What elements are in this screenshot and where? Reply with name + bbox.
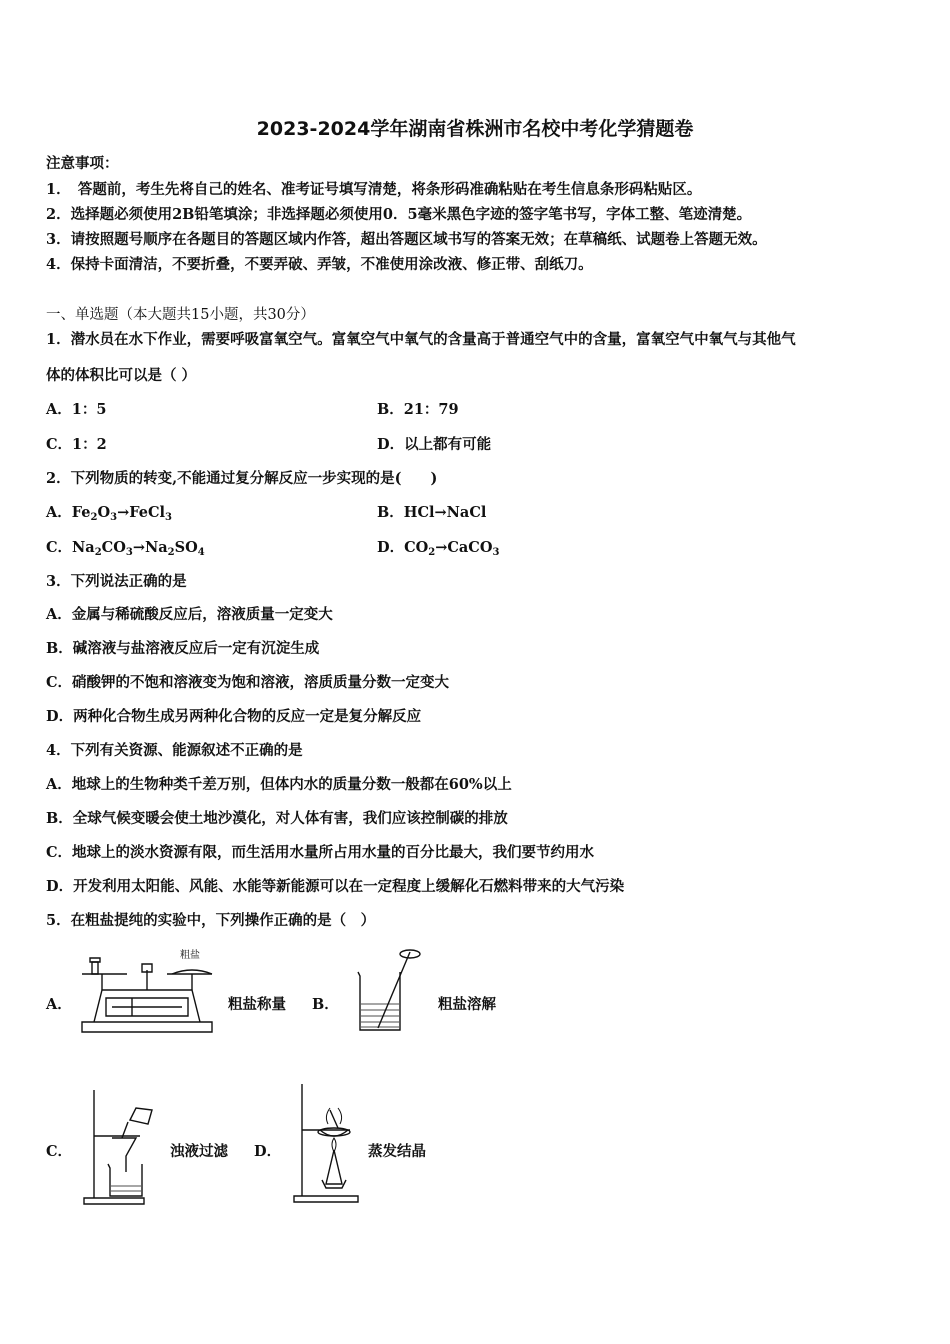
q5-option-b-label: B． — [312, 996, 339, 1013]
q2-c-f4: SO — [174, 539, 198, 556]
q3-option-a: A．金属与稀硫酸反应后，溶液质量一定变大 — [46, 606, 333, 623]
q4-stem: 4．下列有关资源、能源叙述不正确的是 — [46, 742, 303, 759]
q2-d-s2: 3 — [492, 547, 500, 558]
q2-option-d — [377, 536, 499, 557]
q3-option-c: C．硝酸钾的不饱和溶液变为饱和溶液，溶质质量分数一定变大 — [46, 674, 450, 691]
notice-item-3: 3．请按照题号顺序在各题目的答题区域内作答，超出答题区域书写的答案无效；在草稿纸、试题卷上答题无效。 — [46, 231, 767, 248]
q2-c-s3: 2 — [167, 547, 175, 558]
q4-option-d: D．开发利用太阳能、风能、水能等新能源可以在一定程度上缓解化石燃料带来的大气污染 — [46, 878, 625, 895]
q2-a-label: A． — [46, 504, 72, 521]
q2-a-f1: Fe — [71, 504, 91, 521]
q2-a-s3: 3 — [165, 512, 172, 523]
notice-item-1: 1． 答题前，考生先将自己的姓名、准考证号填写清楚，将条形码准确粘贴在考生信息条形码粘贴区。 — [46, 181, 702, 198]
q2-c-f2: CO — [101, 539, 126, 556]
q2-d-f2: →CaCO — [435, 539, 493, 556]
q5-option-d-label: D． — [254, 1143, 282, 1160]
q2-option-a — [46, 501, 172, 522]
q2-c-f1: Na — [72, 539, 95, 556]
q2-d-label: D． — [377, 539, 405, 556]
q1-option-d: D．以上都有可能 — [377, 436, 492, 453]
q1-option-b: B．21：79 — [377, 401, 459, 418]
q5-option-b-caption: 粗盐溶解 — [438, 996, 496, 1013]
q5-option-a-caption: 粗盐称量 — [228, 996, 286, 1013]
q2-a-f2: O — [97, 504, 111, 521]
q5-option-a-label: A． — [46, 996, 72, 1013]
page-title: 2023-2024学年湖南省株洲市名校中考化学猜题卷 — [256, 118, 694, 140]
q2-c-s4: 4 — [197, 547, 205, 558]
q2-c-s1: 2 — [94, 547, 102, 558]
q1-option-c: C．1：2 — [46, 436, 107, 453]
notice-heading: 注意事项： — [46, 155, 119, 172]
q3-stem: 3．下列说法正确的是 — [46, 573, 187, 590]
q2-option-b — [377, 501, 486, 522]
q2-c-label: C． — [46, 539, 73, 556]
beaker-dissolve-figure — [348, 942, 438, 1037]
q3-option-d: D．两种化合物生成另两种化合物的反应一定是复分解反应 — [46, 708, 422, 725]
q2-d-f1: CO — [404, 539, 429, 556]
q2-d-s1: 2 — [428, 547, 436, 558]
q1-option-a: A．1：5 — [46, 401, 107, 418]
q2-b-text: HCl→NaCl — [403, 504, 487, 521]
q1-stem-line1: 1．潜水员在水下作业，需要呼吸富氧空气。富氧空气中氧气的含量高于普通空气中的含量，富氧空气中氧气与其他气 — [46, 331, 796, 348]
q4-option-b: B．全球气候变暖会使土地沙漠化，对人体有害，我们应该控制碳的排放 — [46, 810, 508, 827]
q5-option-d-caption: 蒸发结晶 — [368, 1143, 426, 1160]
q2-c-f3: →Na — [132, 539, 168, 556]
evaporation-figure — [290, 1080, 370, 1208]
section-heading: 一、单选题（本大题共15小题，共30分） — [46, 307, 315, 323]
q2-option-c — [46, 536, 205, 557]
q2-a-s2: 3 — [110, 512, 118, 523]
q2-b-label: B． — [377, 504, 404, 521]
q1-stem-line2: 体的体积比可以是（ ） — [46, 367, 197, 384]
q2-c-s2: 3 — [125, 547, 133, 558]
q4-option-c: C．地球上的淡水资源有限，而生活用水量所占用水量的百分比最大，我们要节约用水 — [46, 844, 595, 861]
q5-option-c-label: C． — [46, 1143, 73, 1160]
filtration-figure — [78, 1086, 168, 1208]
balance-figure — [72, 946, 222, 1036]
q5-option-c-caption: 浊液过滤 — [170, 1143, 228, 1160]
q2-a-f3: →FeCl — [117, 504, 166, 521]
q5-stem: 5．在粗盐提纯的实验中，下列操作正确的是（ ） — [46, 912, 376, 929]
q4-option-a: A．地球上的生物种类千差万别，但体内水的质量分数一般都在60%以上 — [46, 776, 512, 793]
notice-item-2: 2．选择题必须使用2B铅笔填涂；非选择题必须使用0．5毫米黑色字迹的签字笔书写，字体工整、笔迹清楚。 — [46, 206, 752, 223]
q3-option-b: B．碱溶液与盐溶液反应后一定有沉淀生成 — [46, 640, 320, 657]
q2-a-s1: 2 — [90, 512, 98, 523]
notice-item-4: 4．保持卡面清洁，不要折叠，不要弄破、弄皱，不准使用涂改液、修正带、刮纸刀。 — [46, 256, 593, 273]
balance-figure-label: 粗盐 — [180, 950, 200, 961]
q2-stem: 2．下列物质的转变,不能通过复分解反应一步实现的是( ) — [46, 470, 438, 487]
